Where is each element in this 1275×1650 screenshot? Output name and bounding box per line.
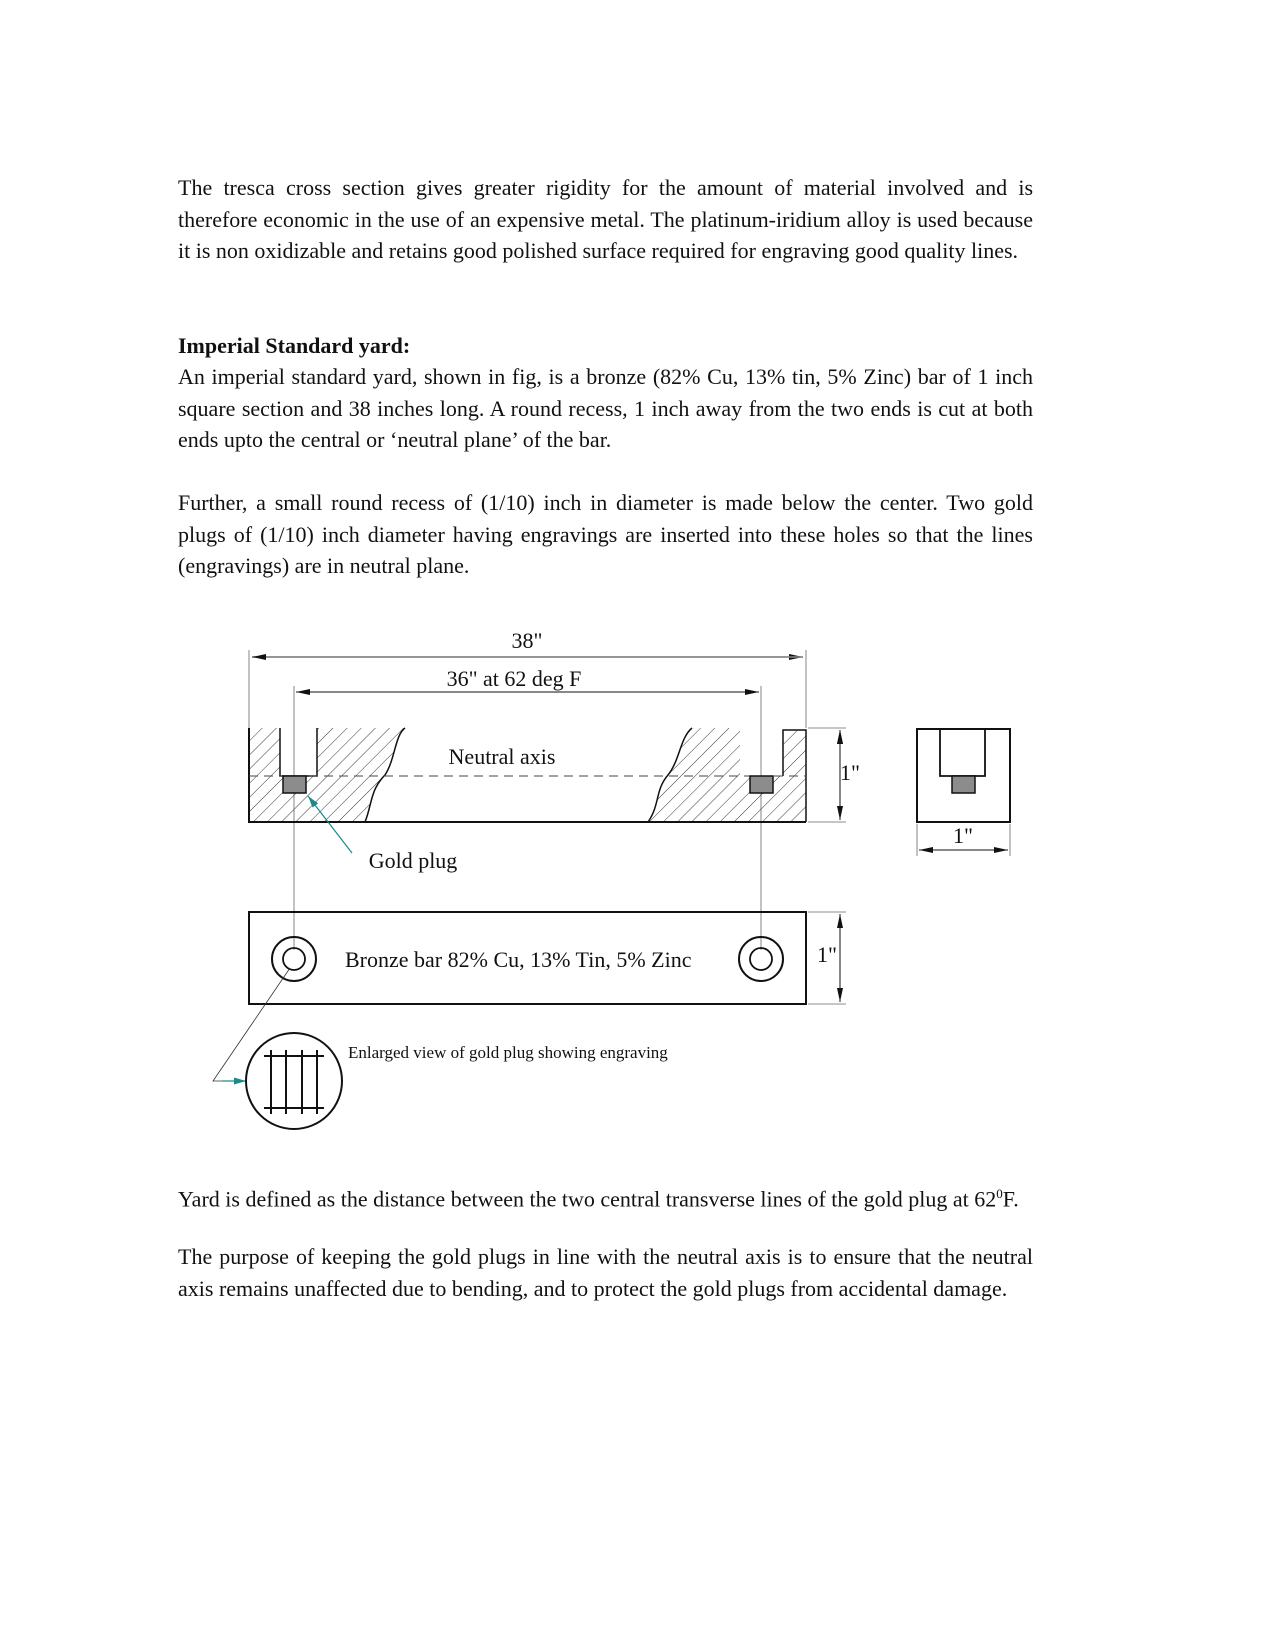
paragraph-imperial-yard: An imperial standard yard, shown in fig, is a bronze (82% Cu, 13% tin, 5% Zinc) bar of 1 inch square section and 38 inches long. A round recess, 1 inch away from the two ends is cut at both ends upto the central or ‘neutral plane’ of the bar. xyxy=(178,364,1033,453)
enlarged-plug-view xyxy=(213,968,668,1129)
gold-plug-label: Gold plug xyxy=(368,848,458,873)
plan-height-label: 1" xyxy=(817,942,837,967)
gold-plug-right xyxy=(750,776,773,793)
side-height-label: 1" xyxy=(840,760,860,785)
plan-view xyxy=(249,912,846,1004)
text: F. xyxy=(1002,1186,1019,1212)
gauge-length-label: 36" at 62 deg F xyxy=(446,666,582,691)
paragraph-gold-plugs: Further, a small round recess of (1/10) inch in diameter is made below the center. Two gold plugs of (1/10) inch diameter having engravings are inserted into these holes so that the lines (engravings) are in neutral plane. xyxy=(178,490,1033,579)
side-view-section xyxy=(249,728,860,873)
paragraph-purpose: The purpose of keeping the gold plugs in line with the neutral axis is to ensure that the neutral axis remains unaffected due to bending, and to protect the gold plugs from accidental damage. xyxy=(178,1244,1033,1301)
text: Yard is defined as the distance between the two central transverse lines of the gold plug at 62 xyxy=(178,1186,997,1212)
superscript: 0 xyxy=(996,1186,1003,1201)
end-view xyxy=(917,729,1010,856)
section-heading: Imperial Standard yard: xyxy=(178,333,411,358)
neutral-axis-label: Neutral axis xyxy=(448,744,556,769)
paragraph-tresca: The tresca cross section gives greater rigidity for the amount of material involved and is therefore economic in the use of an expensive metal. The platinum-iridium alloy is used because it is non oxidizable and retains good polished surface required for engraving good quality lines. xyxy=(178,175,1033,264)
overall-length-label: 38" xyxy=(511,628,543,653)
bar-label: Bronze bar 82% Cu, 13% Tin, 5% Zinc xyxy=(345,947,692,972)
gold-plug-left xyxy=(283,776,306,793)
end-width-label: 1" xyxy=(953,823,973,848)
enlarged-view-label: Enlarged view of gold plug showing engraving xyxy=(348,1043,668,1062)
